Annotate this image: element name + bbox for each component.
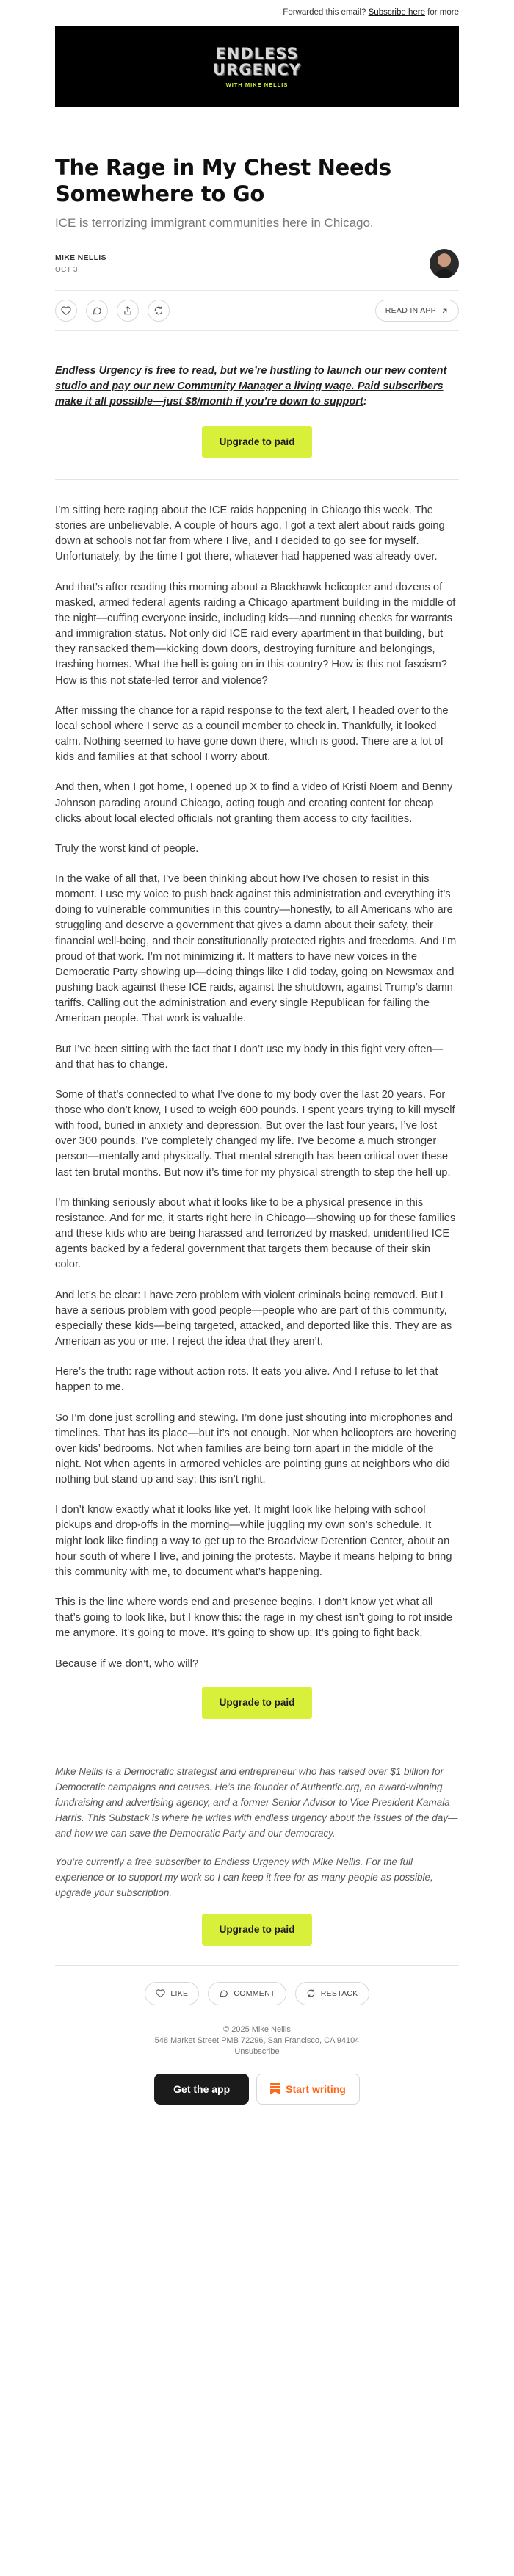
divider (55, 479, 459, 480)
body-paragraph: Because if we don’t, who will? (55, 1657, 199, 1670)
footer-like-button[interactable]: LIKE (145, 1982, 199, 2005)
start-writing-button[interactable]: Start writing (256, 2074, 360, 2105)
body-paragraph: I’m thinking seriously about what it looks like to be a physical presence in this resistance. And for me, it starts right here in Chicago—showing up for these families and these kids who are being harassed and terrorized by masked, unidentified ICE agents backed by a federal government that targets them because of their skin color. (55, 1196, 456, 1271)
share-icon (123, 305, 133, 316)
comment-button[interactable] (86, 300, 108, 322)
author-avatar[interactable] (430, 249, 459, 278)
upgrade-button-middle[interactable]: Upgrade to paid (202, 1687, 313, 1719)
post-date: OCT 3 (55, 266, 78, 274)
body-paragraph: Some of that’s connected to what I’ve done to my body over the last 20 years. For those who don’t know, I used to weigh 600 pounds. I spent years trying to kill myself with food, buried in anxiety and depression. But over the last four years, I’ve lost over 300 pounds. I’ve completely changed my life. I’ve become a much stronger person—mentally and physically. That mental strength has been critical over these last ten brutal months. But now it’s time for my physical strength to step the hell up. (55, 1088, 455, 1179)
footer-actions (55, 1982, 459, 2005)
read-in-app-button[interactable]: READ IN APP (375, 300, 459, 322)
share-button[interactable] (117, 300, 139, 322)
footer-restack-button[interactable]: RESTACK (295, 1982, 369, 2005)
arrow-up-right-icon (441, 307, 449, 315)
substack-logo-icon (270, 2083, 280, 2094)
unsubscribe-link[interactable]: Unsubscribe (234, 2047, 280, 2056)
footer-copyright: © 2025 Mike Nellis 548 Market Street PMB 72296, San Francisco, CA 94104 Unsubscribe (55, 2025, 459, 2058)
post-actions-bar (55, 290, 459, 331)
body-paragraph: This is the line where words end and presence begins. I don’t know yet what all that’s going to look like, but I know this: the rage in my chest isn’t going to rot inside me anymore. It’s going to move. It’s going to show up. It’s going to fight back. (55, 1596, 453, 1640)
body-paragraph: And then, when I got home, I opened up X to find a video of Kristi Noem and Benny Johnson parading around Chicago, acting tough and creating content for cheap clicks about local elected officials not granting them access to city facilities. (55, 781, 453, 825)
get-the-app-button[interactable]: Get the app (154, 2074, 249, 2105)
logo-line-1: ENDLESS (215, 45, 299, 62)
body-paragraph: After missing the chance for a rapid response to the text alert, I headed over to the local school where I serve as a council member to check in. Thankfully, it looked calm. Nothing seemed to have gone down there, which is good. There are a lot of kids and families at that school I worry about. (55, 704, 449, 764)
heart-icon (61, 305, 71, 316)
body-paragraph: Truly the worst kind of people. (55, 842, 199, 855)
body-paragraph: So I’m done just scrolling and stewing. I’m done just shouting into microphones and timelines. That has its place—but it’s not enough. Not when helicopters are hovering over kids’ bedrooms. Not when families are being torn apart in the middle of the night. Not when agents in armored vehicles are pointing guns at neighbors who did nothing but stand up and say: this isn’t right. (55, 1411, 457, 1486)
body-paragraph: In the wake of all that, I’ve been thinking about how I’ve chosen to resist in this moment. I use my voice to push back against this administration and everything it’s doing to vulnerable communities in this country—honestly, to all Americans who are struggling and deserve a government that gives a damn about their safety, their financial well-being, and their constitutionally protected rights and freedoms. And I’m proud of that work. I’m not minimizing it. It matters to have new voices in the Democratic Party showing up—doing things like I did today, going on Newsmax and pushing back against these ICE raids, against the shutdown, against Trump’s damn tariffs. Calling out the administration and every single Republican for failing the American people. That work is valuable. (55, 872, 457, 1025)
restack-icon (306, 1989, 316, 1998)
subscribe-link[interactable]: Subscribe here (368, 8, 425, 17)
divider (55, 1965, 459, 1966)
body-paragraph: I’m sitting here raging about the ICE raids happening in Chicago this week. The stories are unbelievable. A couple of hours ago, I got a text alert about raids going down at schools not far from where I live, and I decided to go see for myself. Unfortunately, by the time I got there, whatever had happened was already over. (55, 504, 445, 563)
logo-line-2: URGENCY (213, 61, 301, 79)
restack-icon (153, 305, 164, 316)
body-paragraph: I don’t know exactly what it looks like yet. It might look like helping with school pickups and drop-offs in the morning—while juggling my own son’s schedule. It might look like finding a way to get up to the Broadview Detention Center, about an hour south of where I live, and joining the protests. Maybe it means helping to bring this community with me, to document what’s happening. (55, 1504, 452, 1578)
post-title[interactable]: The Rage in My Chest Needs Somewhere to Go (55, 155, 391, 206)
like-button[interactable] (55, 300, 77, 322)
byline (55, 249, 459, 278)
heart-icon (156, 1989, 165, 1998)
footer-comment-button[interactable]: COMMENT (208, 1982, 286, 2005)
logo-subtitle: WITH MIKE NELLIS (225, 82, 289, 88)
body-paragraph: But I’ve been sitting with the fact that I don’t use my body in this fight very often—and that has to change. (55, 1043, 444, 1071)
body-paragraph: Here’s the truth: rage without action rots. It eats you alive. And I refuse to let that happen to me. (55, 1366, 438, 1394)
upgrade-button-top[interactable]: Upgrade to paid (202, 426, 313, 458)
author-bio (55, 1764, 459, 1900)
restack-button[interactable] (148, 300, 170, 322)
forward-line: Forwarded this email? Subscribe here for more (283, 8, 459, 17)
comment-icon (92, 305, 102, 316)
body-paragraph: And that’s after reading this morning about a Blackhawk helicopter and dozens of masked, armed federal agents raiding a Chicago apartment building in the middle of the night—cuffing everyone inside, including kids—and running checks for warrants and immigration status. Not only did ICE raid every apartment in that building, but they ransacked them—kicking down doors, destroying furniture and belongings, trashing homes. What the hell is going on in this country? How is this not fascism? How is this not state-led terror and violence? (55, 581, 456, 687)
body-paragraph: And let’s be clear: I have zero problem with violent criminals being removed. But I have a serious problem with good people—people who are part of this community, especially these kids—being targeted, attacked, and deported like this. They are as American as you or me. I reject the idea that they aren’t. (55, 1289, 452, 1348)
comment-icon (219, 1989, 228, 1998)
post-body (55, 503, 459, 1672)
author-name[interactable]: MIKE NELLIS (55, 253, 106, 262)
post-subtitle: ICE is terrorizing immigrant communities here in Chicago. (55, 216, 374, 230)
promo-text[interactable]: Endless Urgency is free to read, but we’re hustling to launch our new content studio and pay our new Community Manager a living wage. Paid subscribers make it all possible—just $8/month if you’re down to support: (55, 365, 447, 408)
upgrade-button-bottom[interactable]: Upgrade to paid (202, 1914, 313, 1946)
bio-paragraph: Mike Nellis is a Democratic strategist and entrepreneur who has raised over $1 billion for Democratic campaigns and causes. He’s the founder of Authentic.org, an award-winning fundraising and advertising agency, and a former Senior Advisor to Vice President Kamala Harris. This Substack is where he writes with endless urgency about the issues of the day—and how we can save the Democratic Party and our democracy. (55, 1765, 458, 1839)
bio-paragraph: You’re currently a free subscriber to Endless Urgency with Mike Nellis. For the full experience or to support my work so I can keep it free for as many people as possible, upgrade your subscription. (55, 1856, 433, 1898)
publication-banner[interactable] (55, 26, 459, 107)
